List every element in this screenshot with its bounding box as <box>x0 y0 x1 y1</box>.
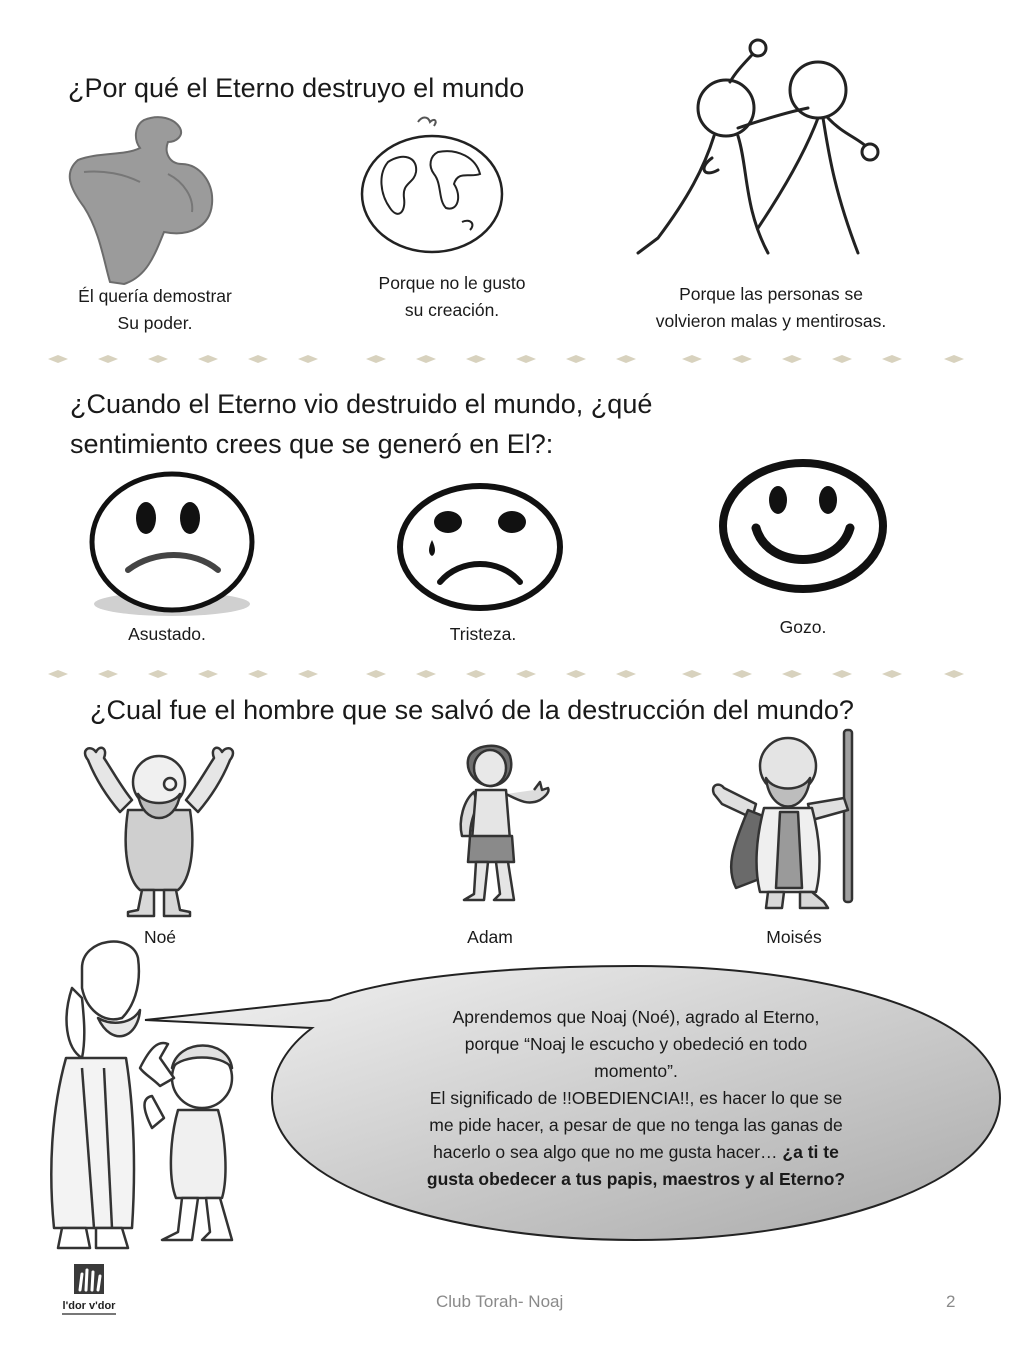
footer-title: Club Torah- Noaj <box>436 1292 564 1311</box>
noah-icon <box>72 740 246 918</box>
ldor-vdor-logo <box>56 1262 122 1320</box>
star-divider <box>44 351 974 367</box>
bubble-line-6: hacerlo o sea algo que no me gusta hacer… ¿a ti te <box>433 1142 839 1162</box>
smiling-face-icon <box>718 458 888 594</box>
question-3: ¿Cual fue el hombre que se salvó de la destrucción del mundo? <box>90 695 854 725</box>
crying-face-icon <box>396 482 564 612</box>
caption-scared: Asustado. <box>128 624 206 644</box>
scared-face-icon <box>84 470 260 620</box>
caption-sadness: Tristeza. <box>449 624 517 644</box>
page-number: 2 <box>946 1292 956 1311</box>
star-divider <box>44 666 974 682</box>
caption-moses: Moisés <box>766 927 822 947</box>
caption-creation: Porque no le gusto su creación. <box>378 273 526 320</box>
caption-bad-people: Porque las personas se volvieron malas y mentirosas. <box>655 284 887 331</box>
globe-icon <box>358 112 506 262</box>
father-and-child-icon <box>42 928 244 1252</box>
caption-joy: Gozo. <box>779 617 827 637</box>
svg-text:l'dor v'dor: l'dor v'dor <box>62 1300 116 1312</box>
caption-power: Él quería demostrar Su poder. <box>78 286 232 333</box>
adam-icon <box>448 740 554 906</box>
moses-icon <box>708 728 868 914</box>
question-1: ¿Por qué el Eterno destruyo el mundo <box>68 73 525 103</box>
bubble-text: Aprendemos que Noaj (Noé), agrado al Eterno, porque “Noaj le escucho y obedeció en todo momento”. El significado de !!OBEDIENCIA!!, es hacer lo que se me pide hacer, a pesar de que no tenga las ganas de hacerlo o sea algo que no me gusta hacer… ¿a ti te gusta obedecer a tus papis, maestros y al Eterno? <box>370 1004 902 1193</box>
fighting-people-icon <box>618 38 888 268</box>
question-2: ¿Cuando el Eterno vio destruido el mundo, ¿qué sentimiento crees que se generó en El?: <box>70 389 653 459</box>
caption-adam: Adam <box>467 927 513 947</box>
flexed-arm-icon <box>64 112 216 287</box>
caption-noah: Noé <box>143 927 177 947</box>
bubble-question: gusta obedecer a tus papis, maestros y al Eterno? <box>426 1169 846 1189</box>
